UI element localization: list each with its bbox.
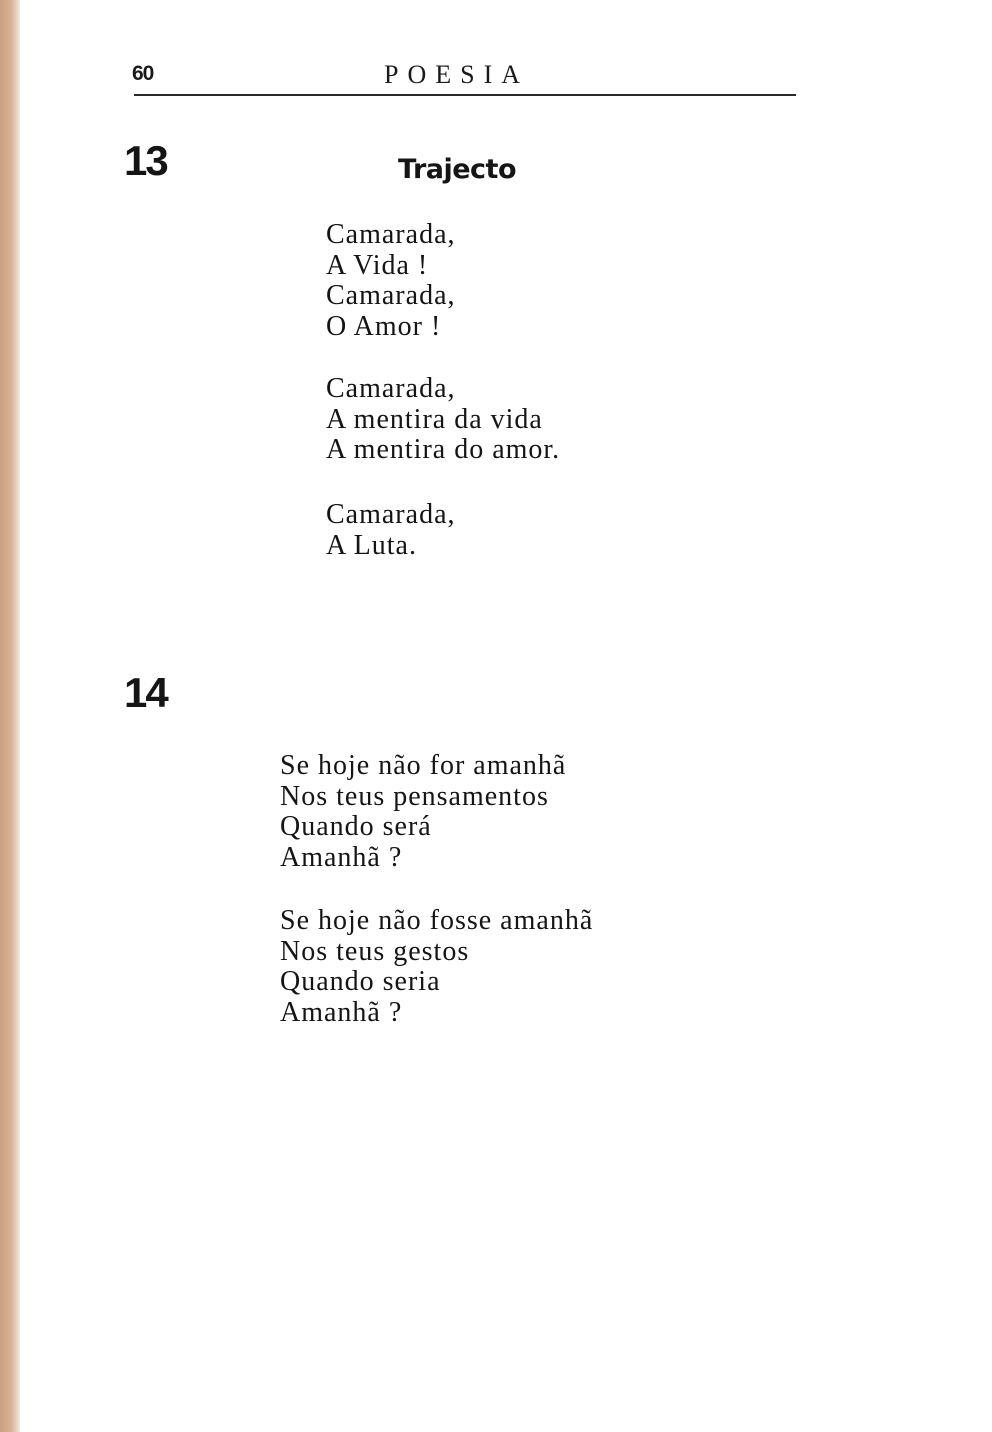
poem-13-stanza-2 <box>326 374 560 466</box>
running-title: POESIA <box>384 60 530 89</box>
verse-line: Se hoje não for amanhã <box>280 750 567 781</box>
page-number: 60 <box>132 62 154 85</box>
poem-14-stanza-2 <box>280 906 593 1028</box>
verse-line: Quando será <box>280 811 432 842</box>
verse-line: Se hoje não fosse amanhã <box>280 905 594 936</box>
poem-13-stanza-3 <box>326 500 456 561</box>
poem-14-stanza-1 <box>280 751 566 873</box>
header-rule <box>134 94 796 96</box>
poem-number-14: 14 <box>124 669 167 716</box>
poem-13-stanza-1 <box>326 220 456 342</box>
verse-line: Amanhã ? <box>280 841 403 873</box>
verse-line: O Amor ! <box>326 310 442 342</box>
verse-line: Camarada, <box>326 280 456 311</box>
verse-line: Nos teus gestos <box>280 935 470 967</box>
verse-line: Camarada, <box>326 219 456 250</box>
verse-line: Amanhã ? <box>280 996 403 1028</box>
verse-line: A Luta. <box>326 529 417 561</box>
poem-title: Trajecto <box>398 154 517 185</box>
verse-line: A mentira da vida <box>326 403 543 435</box>
verse-line: Camarada, <box>326 373 456 404</box>
verse-line: Nos teus pensamentos <box>280 780 549 812</box>
verse-line: A mentira do amor. <box>326 434 561 465</box>
verse-line: Camarada, <box>326 499 456 530</box>
book-spine-edge <box>0 0 20 1432</box>
verse-line: A Vida ! <box>326 249 429 281</box>
verse-line: Quando seria <box>280 966 441 997</box>
poem-number-13: 13 <box>124 137 167 184</box>
